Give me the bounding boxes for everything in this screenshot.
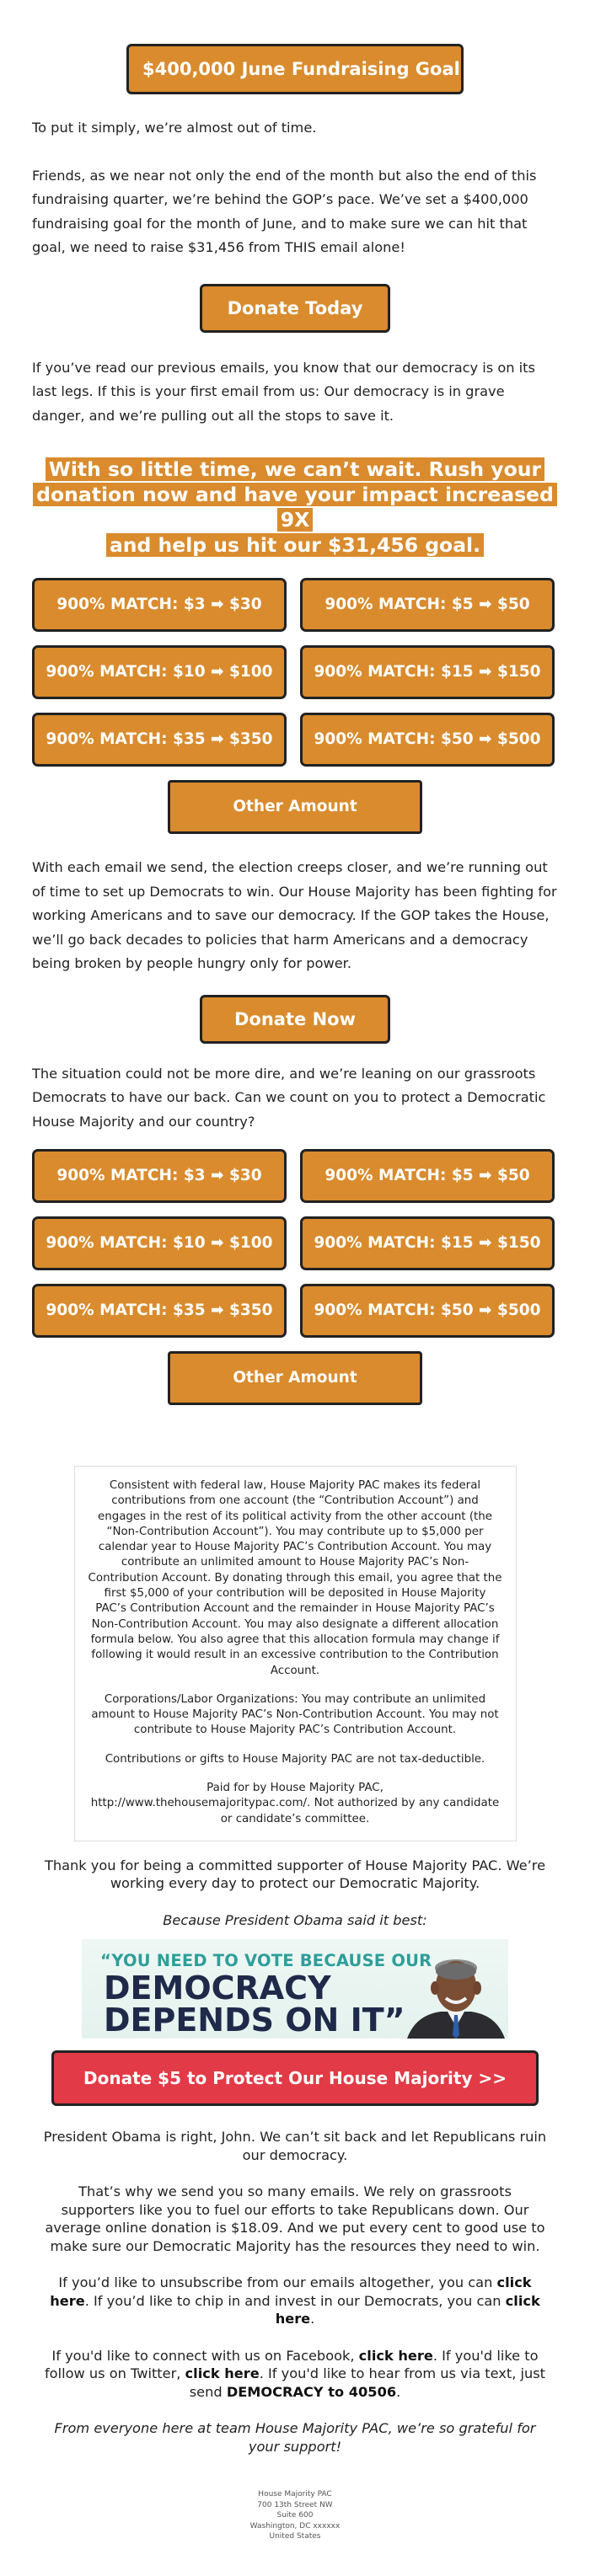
intro-paragraph-1: To put it simply, we’re almost out of time. (32, 120, 317, 136)
intro-paragraph-2: Friends, as we near not only the end of the month but also the end of this fundraising quarter, we’re behind the GOP’s pace. We’ve set a $400,000 fundraising goal for the month of June, and to make sure we can hit that goal, we need to raise $31,456 from THIS email alone! (32, 167, 537, 255)
election-paragraph: With each email we send, the election creeps closer, and we’re running out of time to set up Democrats to win. Our House Majority has been fighting for working Americans and to save our democracy. If the GOP takes the House, we’ll go back decades to policies that harm Americans and a democracy being broken by people hungry only for power. (32, 859, 557, 971)
obama-quote-banner (82, 1939, 508, 2039)
legal-contribution-text: Consistent with federal law, House Majority PAC makes its federal contributions from one account (the “Contribution Account”) and engages in the rest of its political activity from the other account (the “Non-Contribution Account”). You may contribute up to $5,000 per calendar year to House Majority PAC’s Contribution Account. You may contribute an unlimited amount to House Majority PAC’s Non-Contribution Account. By donating through this email, you agree that the first $5,000 of your contribution will be deposited in House Majority PAC’s Contribution Account and the remainder in House Majority PAC’s Non-Contribution Account. You may also designate a different allocation formula below. You also agree that this allocation formula may change if following it would result in an excessive contribution to the Contribution Account. (88, 1479, 502, 1677)
match-highlight-banner (32, 457, 558, 558)
connect-text-pre: If you'd like to connect with us on Facebook, (51, 2347, 359, 2364)
unsub-text-post: . (310, 2311, 315, 2327)
match-button-15[interactable]: 900% MATCH: $15 ➡ $150 (300, 645, 555, 699)
banner-quote-line-2: DEMOCRACY (104, 1969, 331, 2007)
goal-section (32, 0, 558, 94)
match-button-grid-2 (32, 1149, 558, 1338)
legal-tax-text: Contributions or gifts to House Majority PAC are not tax-deductible. (105, 1752, 485, 1766)
unsubscribe-paragraph (32, 2274, 558, 2328)
match-button-10[interactable]: 900% MATCH: $10 ➡ $100 (32, 1216, 287, 1270)
democracy-paragraph: If you’ve read our previous emails, you know that our democracy is on its last legs. If this is your first email from us: Our democracy is in grave danger, and we’re pulling out all the stops to save it. (32, 359, 535, 424)
address-line-suite: Suite 600 (276, 2511, 314, 2520)
highlight-line-3: and help us hit our $31,456 goal. (106, 533, 484, 557)
donate-now-section (32, 995, 558, 1044)
match-button-50[interactable]: 900% MATCH: $50 ➡ $500 (300, 1284, 555, 1338)
match-button-3[interactable]: 900% MATCH: $3 ➡ $30 (32, 578, 287, 632)
donate-now-button[interactable]: Donate Now (200, 995, 390, 1044)
other-amount-button[interactable]: Other Amount (168, 780, 422, 834)
unsub-text-pre: If you’d like to unsubscribe from our emails altogether, you can (58, 2274, 497, 2291)
match-button-35[interactable]: 900% MATCH: $35 ➡ $350 (32, 1284, 287, 1338)
banner-quote-line-1: “YOU NEED TO VOTE BECAUSE OUR (100, 1951, 432, 1971)
match-button-5[interactable]: 900% MATCH: $5 ➡ $50 (300, 578, 555, 632)
connect-paragraph (32, 2347, 558, 2402)
match-button-5[interactable]: 900% MATCH: $5 ➡ $50 (300, 1149, 555, 1203)
highlight-line-2: donation now and have your impact increased 9X (33, 483, 557, 532)
paid-for-by-line: Paid for by House Majority PAC, (206, 1782, 384, 1795)
text-democracy-code: DEMOCRACY to 40506 (226, 2383, 397, 2400)
match-button-10[interactable]: 900% MATCH: $10 ➡ $100 (32, 645, 287, 699)
donate-five-button[interactable]: Donate $5 to Protect Our House Majority >> (51, 2050, 539, 2106)
other-amount-button[interactable]: Other Amount (168, 1351, 422, 1405)
legal-disclaimer (74, 1466, 517, 1841)
match-button-3[interactable]: 900% MATCH: $3 ➡ $30 (32, 1149, 287, 1203)
highlight-line-1: With so little time, we can’t wait. Rush your (46, 457, 544, 481)
red-donate-section (32, 2050, 558, 2106)
connect-text-mid2: . If you'd like to hear from us via text, just send (189, 2365, 546, 2400)
emails-paragraph: That’s why we send you so many emails. We rely on grassroots supporters like you to fuel our efforts to take Republicans down. Our average online donation is $18.09. And we put every cent to good use to make sure our Democratic Majority has the resources they need to win. (45, 2183, 545, 2254)
unsubscribe-link[interactable]: click here (50, 2274, 532, 2309)
facebook-link[interactable]: click here (358, 2347, 433, 2364)
paid-for-by (88, 1781, 502, 1827)
banner-quote-line-3: DEPENDS ON IT” (104, 2001, 405, 2039)
thanks-paragraph: Thank you for being a committed supporter of House Majority PAC. We’re working every day to protect our Democratic Majority. (44, 1857, 546, 1892)
obama-intro: Because President Obama said it best: (163, 1911, 427, 1928)
donate-today-section (32, 284, 558, 333)
address-line-street: 700 13th Street NW (257, 2500, 333, 2509)
other-amount-section-2 (32, 1338, 558, 1405)
obama-right-paragraph: President Obama is right, John. We can’t sit back and let Republicans ruin our democracy. (43, 2129, 547, 2163)
address-line-name: House Majority PAC (258, 2490, 332, 2499)
match-button-35[interactable]: 900% MATCH: $35 ➡ $350 (32, 713, 287, 767)
obama-portrait-image (399, 1939, 508, 2039)
connect-text-post: . (396, 2383, 401, 2400)
pac-url-text: http://www.thehousemajoritypac.com/. Not authorized by any candidate or candidate’s committee. (90, 1797, 500, 1825)
fundraising-goal-button[interactable]: $400,000 June Fundraising Goal (126, 44, 464, 94)
chip-in-link[interactable]: click here (275, 2292, 540, 2327)
address-line-country: United States (269, 2532, 321, 2541)
situation-paragraph: The situation could not be more dire, and we’re leaning on our grassroots Democrats to have our back. Can we count on you to protect a Democratic House Majority and our country? (32, 1065, 546, 1130)
closing-paragraph: From everyone here at team House Majority PAC, we’re so grateful for your support! (54, 2420, 536, 2455)
donate-today-button[interactable]: Donate Today (200, 284, 390, 333)
unsub-text-mid: . If you’d like to chip in and invest in our Democrats, you can (84, 2292, 506, 2309)
mailing-address (32, 2489, 558, 2542)
other-amount-section-1 (32, 767, 558, 834)
bottom-spacer (32, 2542, 558, 2576)
connect-text-mid: . If you'd like to follow us on Twitter, (44, 2347, 539, 2382)
match-button-15[interactable]: 900% MATCH: $15 ➡ $150 (300, 1216, 555, 1270)
match-button-50[interactable]: 900% MATCH: $50 ➡ $500 (300, 713, 555, 767)
twitter-link[interactable]: click here (185, 2365, 260, 2382)
address-line-city: Washington, DC xxxxxx (249, 2521, 341, 2531)
match-button-grid-1 (32, 578, 558, 767)
legal-corporations-text: Corporations/Labor Organizations: You may contribute an unlimited amount to House Majority PAC’s Non-Contribution Account. You may not contribute to House Majority PAC’s Contribution Account. (91, 1692, 499, 1737)
